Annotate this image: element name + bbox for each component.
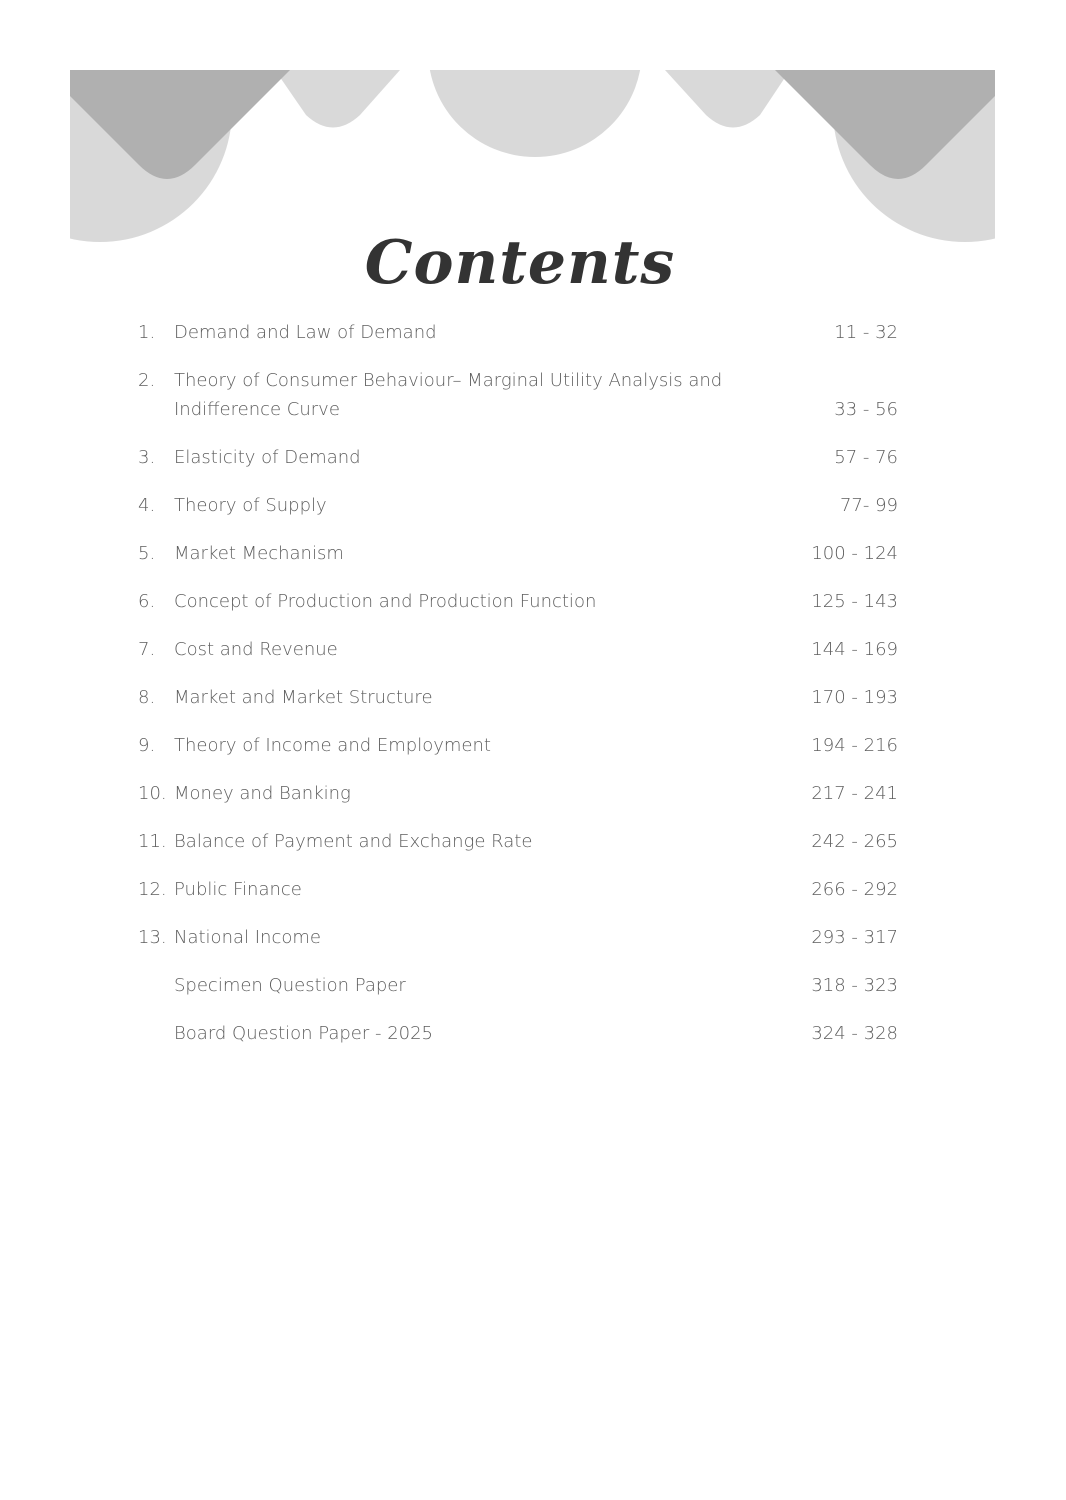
toc-entry-pages: 11 - 32 xyxy=(834,322,898,343)
toc-entry-pages: 324 - 328 xyxy=(811,1023,898,1044)
toc-entry xyxy=(138,779,898,808)
toc-entry-number: 5. xyxy=(138,543,156,564)
toc-entry xyxy=(138,923,898,952)
toc-entry xyxy=(138,827,898,856)
toc-entry-number: 2. xyxy=(138,370,156,391)
toc-entry-pages: 57 - 76 xyxy=(834,447,898,468)
toc-entry-title: Specimen Question Paper xyxy=(174,975,406,996)
toc-entry-number: 1. xyxy=(138,322,156,343)
toc-entry-title: Demand and Law of Demand xyxy=(174,322,437,343)
toc-entry-pages: 242 - 265 xyxy=(811,831,898,852)
toc-entry-number: 8. xyxy=(138,687,156,708)
toc-entry-number: 4. xyxy=(138,495,156,516)
toc-entry xyxy=(138,539,898,568)
toc-entry-title: Market and Market Structure xyxy=(174,687,433,708)
toc-entry-number: 11. xyxy=(138,831,167,852)
toc-entry-title: Cost and Revenue xyxy=(174,639,338,660)
toc-entry xyxy=(138,366,898,424)
toc-entry-title: Theory of Consumer Behaviour– Marginal Utility Analysis and Indifference Curve xyxy=(174,370,723,420)
toc-entry-title: National Income xyxy=(174,927,321,948)
toc-entry-pages: 266 - 292 xyxy=(811,879,898,900)
toc-entry-title: Balance of Payment and Exchange Rate xyxy=(174,831,533,852)
toc-entry xyxy=(138,443,898,472)
toc-entry-number: 7. xyxy=(138,639,156,660)
table-of-contents xyxy=(138,318,898,1048)
toc-entry-number: 3. xyxy=(138,447,156,468)
toc-entry-title: Theory of Income and Employment xyxy=(174,735,491,756)
page-title: Contents xyxy=(364,228,676,298)
toc-entry-number xyxy=(138,971,174,1000)
banner-center-circle xyxy=(428,70,642,157)
toc-entry xyxy=(138,875,898,904)
toc-entry-pages: 77- 99 xyxy=(839,495,898,516)
banner-right-small-chevron xyxy=(665,70,790,128)
toc-entry xyxy=(138,971,898,1000)
toc-entry-pages: 100 - 124 xyxy=(811,543,898,564)
toc-entry-pages: 144 - 169 xyxy=(811,639,898,660)
toc-entry-number: 12. xyxy=(138,879,167,900)
toc-entry xyxy=(138,683,898,712)
toc-entry-title: Money and Banking xyxy=(174,783,351,804)
toc-entry xyxy=(138,731,898,760)
toc-entry-pages: 318 - 323 xyxy=(811,975,898,996)
toc-entry xyxy=(138,1019,898,1048)
toc-entry-title: Public Finance xyxy=(174,879,302,900)
toc-entry-pages: 293 - 317 xyxy=(811,927,898,948)
banner-left-small-chevron xyxy=(275,70,400,128)
toc-entry-pages: 217 - 241 xyxy=(811,783,898,804)
toc-entry-number xyxy=(138,1019,174,1048)
toc-entry-title: Theory of Supply xyxy=(174,495,327,516)
toc-entry-pages: 194 - 216 xyxy=(811,735,898,756)
toc-entry-title: Board Question Paper - 2025 xyxy=(174,1023,434,1044)
toc-entry xyxy=(138,587,898,616)
toc-entry-pages: 33 - 56 xyxy=(834,399,898,420)
toc-entry-pages: 170 - 193 xyxy=(811,687,898,708)
toc-entry-pages: 125 - 143 xyxy=(811,591,898,612)
toc-entry-title: Concept of Production and Production Function xyxy=(174,591,597,612)
toc-entry-number: 10. xyxy=(138,783,167,804)
toc-entry-title: Elasticity of Demand xyxy=(174,447,361,468)
decorative-banner xyxy=(70,70,995,242)
toc-entry xyxy=(138,635,898,664)
toc-entry xyxy=(138,491,898,520)
toc-entry-number: 13. xyxy=(138,927,167,948)
toc-entry-number: 9. xyxy=(138,735,156,756)
toc-entry-title: Market Mechanism xyxy=(174,543,344,564)
toc-entry xyxy=(138,318,898,347)
toc-entry-number: 6. xyxy=(138,591,156,612)
